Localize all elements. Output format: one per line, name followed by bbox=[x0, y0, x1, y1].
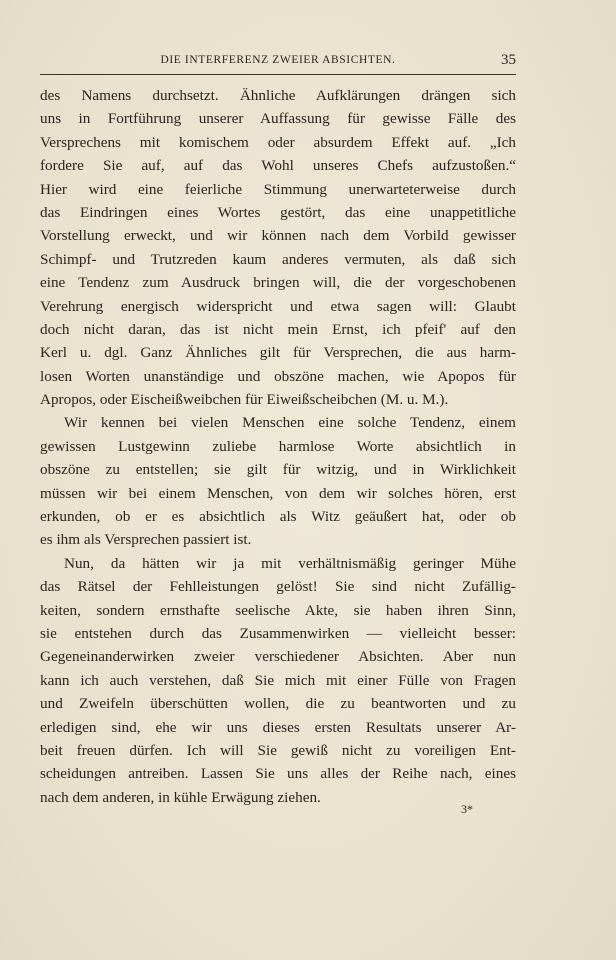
page-header bbox=[40, 54, 516, 72]
running-head: DIE INTERFERENZ ZWEIER ABSICHTEN. bbox=[160, 54, 396, 66]
text-line: sie entstehen durch das Zusammenwirken — vielleicht besser: bbox=[40, 624, 516, 642]
signature-mark: 3* bbox=[461, 802, 473, 816]
text-line: Schimpf- und Trutzreden kaum anderes vermuten, als daß sich bbox=[40, 250, 516, 268]
text-line: obszöne zu entstellen; sie gilt für witzig, und in Wirklichkeit bbox=[40, 461, 516, 479]
text-line: fordere Sie auf, auf das Wohl unseres Chefs aufzustoßen.“ bbox=[40, 157, 516, 175]
text-line: beit freuen dürfen. Ich will Sie gewiß nicht zu voreiligen Ent- bbox=[40, 741, 516, 759]
paragraph-start-line: Nun, da hätten wir ja mit verhältnismäßig geringer Mühe bbox=[64, 554, 516, 572]
text-line: Verehrung energisch widerspricht und etwa sagen will: Glaubt bbox=[40, 297, 516, 315]
text-line: scheidungen antreiben. Lassen Sie uns alles der Reihe nach, eines bbox=[40, 765, 516, 783]
text-line: gewissen Lustgewinn zuliebe harmlose Worte absichtlich in bbox=[40, 437, 516, 455]
text-line: doch nicht daran, das ist nicht mein Ernst, ich pfeif' auf den bbox=[40, 320, 516, 338]
text-line: Gegeneinanderwirken zweier verschiedener Absichten. Aber nun bbox=[40, 648, 516, 666]
text-line: losen Worten unanständige und obszöne machen, wie Apopos für bbox=[40, 367, 516, 385]
text-line: Apropos, oder Eischeißweibchen für Eiweißscheibchen (M. u. M.). bbox=[40, 391, 449, 409]
text-line: das Eindringen eines Wortes gestört, das eine unappetitliche bbox=[40, 203, 516, 221]
text-line: erledigen sind, ehe wir uns dieses ersten Resultats unserer Ar- bbox=[40, 718, 516, 736]
text-line: des Namens durchsetzt. Ähnliche Aufklärungen drängen sich bbox=[40, 87, 516, 104]
text-line: müssen wir bei einem Menschen, von dem wir solches hören, erst bbox=[40, 484, 516, 502]
text-line: Hier wird eine feierliche Stimmung unerwarteterweise durch bbox=[40, 180, 516, 198]
text-line: keiten, sondern ernsthafte seelische Akte, sie haben ihren Sinn, bbox=[40, 601, 516, 619]
text-line: das Rätsel der Fehlleistungen gelöst! Sie sind nicht Zufällig- bbox=[40, 578, 516, 596]
header-rule bbox=[40, 74, 516, 75]
text-line: Versprechens mit komischem oder absurdem Effekt auf. „Ich bbox=[40, 133, 516, 151]
body-text bbox=[40, 84, 516, 809]
text-line: es ihm als Versprechen passiert ist. bbox=[40, 531, 252, 549]
text-line: Vorstellung erweckt, und wir können nach dem Vorbild gewisser bbox=[40, 227, 516, 245]
page-number: 35 bbox=[501, 52, 516, 68]
text-line: uns in Fortführung unserer Auffassung für gewisse Fälle des bbox=[40, 110, 516, 128]
text-line: eine Tendenz zum Ausdruck bringen will, die der vorgeschobenen bbox=[40, 274, 516, 292]
text-line: und Zweifeln überschütten wollen, die zu beantworten und zu bbox=[40, 695, 516, 713]
text-line: nach dem anderen, in kühle Erwägung ziehen. bbox=[40, 788, 321, 806]
text-line: kann ich auch verstehen, daß Sie mich mit einer Fülle von Fragen bbox=[40, 671, 516, 689]
text-line: Kerl u. dgl. Ganz Ähnliches gilt für Versprechen, die aus harm- bbox=[40, 344, 516, 362]
text-line: erkunden, ob er es absichtlich als Witz geäußert hat, oder ob bbox=[40, 508, 516, 526]
paragraph-start-line: Wir kennen bei vielen Menschen eine solche Tendenz, einem bbox=[64, 414, 516, 432]
